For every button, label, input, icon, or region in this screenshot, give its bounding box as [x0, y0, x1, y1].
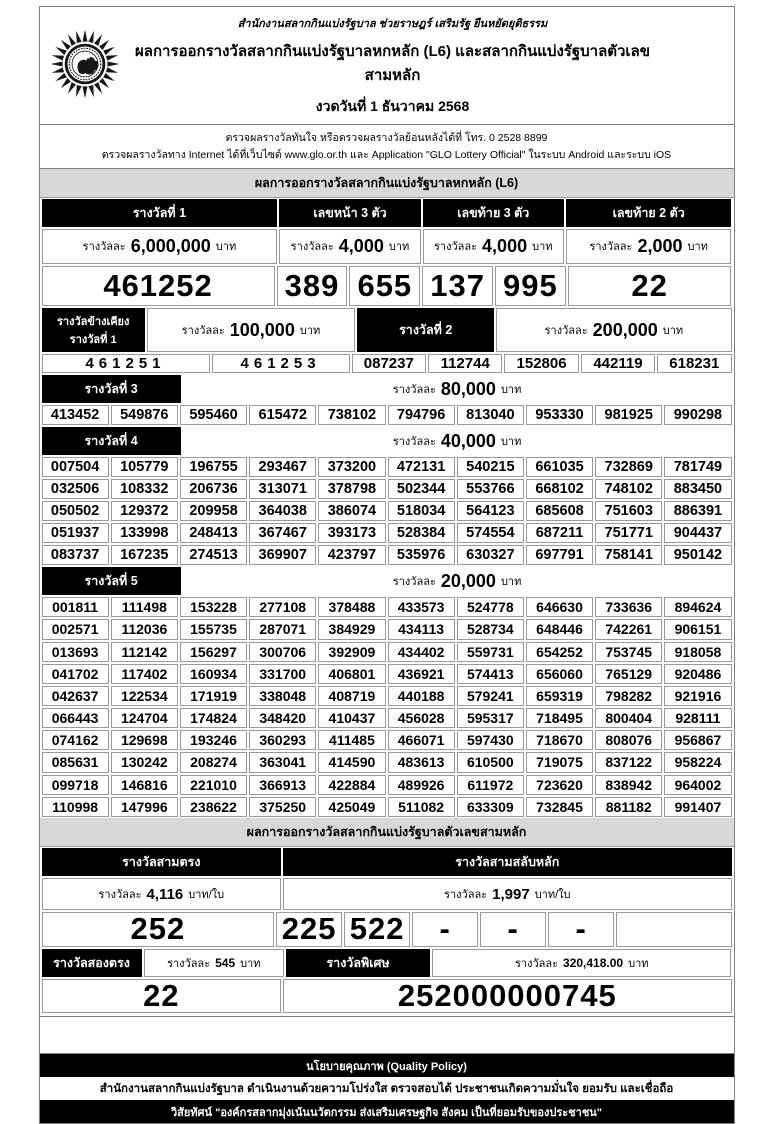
prize2-number: 442119	[581, 354, 655, 373]
number-cell: 535976	[388, 545, 455, 565]
prize2-number: 618231	[657, 354, 731, 373]
number-cell: 574413	[457, 664, 524, 684]
three-straight-number: 252	[42, 912, 275, 947]
number-cell: 002571	[42, 619, 109, 639]
3digit-amounts-row	[40, 877, 734, 911]
number-row	[42, 457, 732, 477]
number-cell: 661035	[526, 457, 593, 477]
number-cell: 384929	[318, 619, 385, 639]
number-cell: 274513	[180, 545, 247, 565]
neighbor-prize2-header-row	[40, 307, 734, 353]
number-cell: 378798	[318, 479, 385, 499]
number-cell: 718670	[526, 730, 593, 750]
number-cell: 950142	[664, 545, 731, 565]
number-cell: 813040	[457, 405, 524, 425]
number-cell: 248413	[180, 523, 247, 543]
prize4-label: รางวัลที่ 4	[42, 427, 181, 455]
prize2-number: 112744	[428, 354, 502, 373]
number-cell: 171919	[180, 686, 247, 706]
last3-number: 137	[422, 266, 493, 307]
number-cell: 611972	[457, 775, 524, 795]
number-cell: 883450	[664, 479, 731, 499]
number-row	[42, 686, 732, 706]
prize1-number: 461252	[42, 266, 275, 307]
three-permuted-number: -	[480, 912, 546, 947]
number-cell: 964002	[664, 775, 731, 795]
number-cell: 122534	[111, 686, 178, 706]
number-cell: 366913	[249, 775, 316, 795]
number-cell: 117402	[111, 664, 178, 684]
number-cell: 595317	[457, 708, 524, 728]
number-cell: 838942	[595, 775, 662, 795]
number-cell: 287071	[249, 619, 316, 639]
neighbor-number: 461253	[212, 354, 350, 373]
number-cell: 837122	[595, 752, 662, 772]
number-cell: 032506	[42, 479, 109, 499]
number-cell: 369907	[249, 545, 316, 565]
number-cell: 196755	[180, 457, 247, 477]
three-permuted-number: -	[412, 912, 478, 947]
number-row	[42, 597, 732, 617]
prize1-label: รางวัลที่ 1	[42, 199, 278, 227]
number-cell: 990298	[664, 405, 731, 425]
number-cell: 904437	[664, 523, 731, 543]
number-cell: 146816	[111, 775, 178, 795]
number-cell: 440188	[388, 686, 455, 706]
three-straight-label: รางวัลสามตรง	[42, 848, 282, 876]
number-cell: 659319	[526, 686, 593, 706]
neighbor-number: 461251	[42, 354, 210, 373]
prize1-header-row	[40, 198, 734, 228]
number-cell: 042637	[42, 686, 109, 706]
front3-label: เลขหน้า 3 ตัว	[279, 199, 420, 227]
number-cell: 422884	[318, 775, 385, 795]
three-permuted-number: -	[548, 912, 614, 947]
number-cell: 155735	[180, 619, 247, 639]
number-cell: 765129	[595, 664, 662, 684]
number-cell: 434113	[388, 619, 455, 639]
number-cell: 209958	[180, 501, 247, 521]
number-row	[42, 775, 732, 795]
number-cell: 656060	[526, 664, 593, 684]
number-cell: 718495	[526, 708, 593, 728]
number-cell: 367467	[249, 523, 316, 543]
number-cell: 489926	[388, 775, 455, 795]
check-results-info	[40, 125, 734, 169]
number-cell: 393173	[318, 523, 385, 543]
number-cell: 518034	[388, 501, 455, 521]
number-cell: 434402	[388, 642, 455, 662]
number-cell: 953330	[526, 405, 593, 425]
front3-amount: รางวัลละ 4,000 บาท	[279, 229, 420, 264]
last3-label: เลขท้าย 3 ตัว	[423, 199, 564, 227]
number-cell: 221010	[180, 775, 247, 795]
three-straight-amount: รางวัลละ 4,116 บาท/ใบ	[42, 878, 282, 910]
number-cell: 687211	[526, 523, 593, 543]
two-straight-amount: รางวัลละ 545 บาท	[144, 949, 285, 977]
number-cell: 167235	[111, 545, 178, 565]
number-cell: 277108	[249, 597, 316, 617]
number-cell: 928111	[664, 708, 731, 728]
prize1-numbers-row	[40, 265, 734, 308]
prize5-header-row	[40, 566, 734, 596]
number-cell: 129372	[111, 501, 178, 521]
3digit-labels-row	[40, 847, 734, 877]
number-cell: 733636	[595, 597, 662, 617]
number-cell: 466071	[388, 730, 455, 750]
number-cell: 918058	[664, 642, 731, 662]
number-cell: 894624	[664, 597, 731, 617]
number-cell: 160934	[180, 664, 247, 684]
number-row	[42, 752, 732, 772]
three-permuted-number-empty	[616, 912, 731, 947]
number-cell: 156297	[180, 642, 247, 662]
number-cell: 074162	[42, 730, 109, 750]
number-cell: 007504	[42, 457, 109, 477]
prize2-label: รางวัลที่ 2	[357, 308, 494, 352]
last3-number: 995	[495, 266, 566, 307]
vision-statement: วิสัยทัศน์ "องค์กรสลากมุ่งเน้นนวัตกรรม ส่งเสริมเศรษฐกิจ สังคม เป็นที่ยอมรับของประชาชน"	[40, 1100, 734, 1123]
number-cell: 758141	[595, 545, 662, 565]
last2-amount: รางวัลละ 2,000 บาท	[566, 229, 732, 264]
number-cell: 615472	[249, 405, 316, 425]
two-straight-special-numbers-row	[40, 978, 734, 1015]
prize5-label: รางวัลที่ 5	[42, 567, 181, 595]
number-cell: 654252	[526, 642, 593, 662]
number-cell: 540215	[457, 457, 524, 477]
number-cell: 732869	[595, 457, 662, 477]
prize3-label: รางวัลที่ 3	[42, 375, 181, 403]
special-prize-label: รางวัลพิเศษ	[286, 949, 430, 977]
number-cell: 595460	[180, 405, 247, 425]
two-straight-label: รางวัลสองตรง	[42, 949, 142, 977]
number-cell: 406801	[318, 664, 385, 684]
number-cell: 111498	[111, 597, 178, 617]
number-cell: 579241	[457, 686, 524, 706]
number-cell: 808076	[595, 730, 662, 750]
number-cell: 363041	[249, 752, 316, 772]
number-cell: 300706	[249, 642, 316, 662]
number-row	[42, 479, 732, 499]
number-cell: 066443	[42, 708, 109, 728]
number-cell: 723620	[526, 775, 593, 795]
number-cell: 633309	[457, 797, 524, 817]
government-lottery-office-emblem-icon	[50, 29, 122, 104]
special-prize-amount: รางวัลละ 320,418.00 บาท	[432, 949, 731, 977]
number-row	[42, 708, 732, 728]
info-line-phone: ตรวจผลรางวัลทันใจ หรือตรวจผลรางวัลย้อนหลังได้ที่ โทร. 0 2528 8899	[225, 132, 548, 144]
number-row	[42, 523, 732, 543]
draw-date: งวดวันที่ 1 ธันวาคม 2568	[315, 98, 470, 114]
number-cell: 574554	[457, 523, 524, 543]
number-cell: 206736	[180, 479, 247, 499]
number-cell: 208274	[180, 752, 247, 772]
quality-policy-header: นโยบายคุณภาพ (Quality Policy)	[40, 1054, 734, 1077]
three-permuted-number: 225	[276, 912, 342, 947]
number-cell: 373200	[318, 457, 385, 477]
number-cell: 697791	[526, 545, 593, 565]
number-cell: 920486	[664, 664, 731, 684]
number-cell: 392909	[318, 642, 385, 662]
number-cell: 794796	[388, 405, 455, 425]
number-cell: 129698	[111, 730, 178, 750]
number-cell: 105779	[111, 457, 178, 477]
number-cell: 528384	[388, 523, 455, 543]
two-straight-special-labels-row	[40, 948, 734, 978]
number-cell: 112036	[111, 619, 178, 639]
number-cell: 436921	[388, 664, 455, 684]
number-cell: 781749	[664, 457, 731, 477]
3digit-numbers-row	[40, 911, 734, 948]
page-header	[40, 7, 734, 125]
number-row	[42, 501, 732, 521]
neighbor-prize2-numbers-row	[40, 353, 734, 374]
blank-area	[40, 1016, 734, 1054]
section-header-l6: ผลการออกรางวัลสลากกินแบ่งรัฐบาลหกหลัก (L6)	[40, 169, 734, 198]
prize4-amount: รางวัลละ 40,000 บาท	[392, 430, 522, 451]
number-cell: 331700	[249, 664, 316, 684]
number-cell: 001811	[42, 597, 109, 617]
prize3-header-row	[40, 374, 734, 404]
number-row	[42, 797, 732, 817]
number-cell: 112142	[111, 642, 178, 662]
front3-number: 389	[277, 266, 348, 307]
prize2-number: 152806	[504, 354, 578, 373]
number-cell: 559731	[457, 642, 524, 662]
number-cell: 410437	[318, 708, 385, 728]
neighbor-prize-label: รางวัลข้างเคียงรางวัลที่ 1	[42, 308, 145, 352]
number-row	[42, 642, 732, 662]
number-cell: 050502	[42, 501, 109, 521]
number-cell: 751771	[595, 523, 662, 543]
number-cell: 685608	[526, 501, 593, 521]
number-cell: 886391	[664, 501, 731, 521]
number-cell: 742261	[595, 619, 662, 639]
number-cell: 238622	[180, 797, 247, 817]
number-row	[42, 405, 732, 425]
number-cell: 564123	[457, 501, 524, 521]
number-cell: 433573	[388, 597, 455, 617]
section-header-3digit: ผลการออกรางวัลสลากกินแบ่งรัฐบาลตัวเลขสามหลัก	[40, 818, 734, 847]
number-cell: 472131	[388, 457, 455, 477]
number-cell: 386074	[318, 501, 385, 521]
number-cell: 364038	[249, 501, 316, 521]
number-cell: 041702	[42, 664, 109, 684]
number-cell: 085631	[42, 752, 109, 772]
number-cell: 748102	[595, 479, 662, 499]
prize3-numbers-grid	[40, 404, 734, 426]
number-cell: 147996	[111, 797, 178, 817]
prize5-amount: รางวัลละ 20,000 บาท	[392, 570, 522, 591]
prize2-number: 087237	[352, 354, 426, 373]
prize3-amount: รางวัลละ 80,000 บาท	[392, 378, 522, 399]
number-cell: 293467	[249, 457, 316, 477]
number-cell: 408719	[318, 686, 385, 706]
number-cell: 378488	[318, 597, 385, 617]
number-cell: 348420	[249, 708, 316, 728]
number-cell: 013693	[42, 642, 109, 662]
prize4-numbers-grid	[40, 456, 734, 566]
number-cell: 411485	[318, 730, 385, 750]
number-cell: 153228	[180, 597, 247, 617]
number-cell: 921916	[664, 686, 731, 706]
two-straight-number: 22	[42, 979, 282, 1014]
prize1-amount: รางวัลละ 6,000,000 บาท	[42, 229, 278, 264]
prize5-numbers-grid	[40, 596, 734, 818]
number-row	[42, 619, 732, 639]
number-cell: 800404	[595, 708, 662, 728]
number-cell: 648446	[526, 619, 593, 639]
number-cell: 083737	[42, 545, 109, 565]
number-cell: 124704	[111, 708, 178, 728]
number-cell: 597430	[457, 730, 524, 750]
number-cell: 338048	[249, 686, 316, 706]
number-cell: 798282	[595, 686, 662, 706]
number-cell: 553766	[457, 479, 524, 499]
lottery-results-page	[39, 6, 735, 1124]
number-cell: 753745	[595, 642, 662, 662]
number-row	[42, 730, 732, 750]
number-cell: 174824	[180, 708, 247, 728]
number-cell: 751603	[595, 501, 662, 521]
number-cell: 502344	[388, 479, 455, 499]
number-cell: 732845	[526, 797, 593, 817]
number-cell: 375250	[249, 797, 316, 817]
prize4-header-row	[40, 426, 734, 456]
prize1-amount-row	[40, 228, 734, 265]
quality-policy-text: สำนักงานสลากกินแบ่งรัฐบาล ดำเนินงานด้วยความโปร่งใส ตรวจสอบได้ ประชาชนเกิดความมั่นใจ ยอมรับ และเชื่อถือ	[40, 1077, 734, 1100]
number-cell: 414590	[318, 752, 385, 772]
number-cell: 549876	[111, 405, 178, 425]
number-cell: 981925	[595, 405, 662, 425]
page-title: ผลการออกรางวัลสลากกินแบ่งรัฐบาลหกหลัก (L6) และสลากกินแบ่งรัฐบาลตัวเลขสามหลัก	[134, 43, 651, 84]
number-cell: 668102	[526, 479, 593, 499]
front3-number: 655	[349, 266, 420, 307]
number-cell: 133998	[111, 523, 178, 543]
last3-amount: รางวัลละ 4,000 บาท	[423, 229, 564, 264]
number-cell: 456028	[388, 708, 455, 728]
office-motto: สำนักงานสลากกินแบ่งรัฐบาล ช่วยราษฎร์ เสริมรัฐ ยืนหยัดยุติธรรม	[237, 18, 548, 30]
number-cell: 881182	[595, 797, 662, 817]
info-line-internet: ตรวจผลรางวัลทาง Internet ได้ที่เว็บไซต์ www.glo.or.th และ Application "GLO Lottery Official" ในระบบ Android และระบบ iOS	[101, 148, 672, 161]
number-cell: 991407	[664, 797, 731, 817]
number-cell: 738102	[318, 405, 385, 425]
number-cell: 483613	[388, 752, 455, 772]
number-cell: 906151	[664, 619, 731, 639]
three-permuted-label: รางวัลสามสลับหลัก	[283, 848, 731, 876]
number-row	[42, 545, 732, 565]
neighbor-prize-amount: รางวัลละ 100,000 บาท	[147, 308, 355, 352]
prize2-amount: รางวัลละ 200,000 บาท	[496, 308, 731, 352]
number-cell: 130242	[111, 752, 178, 772]
number-cell: 524778	[457, 597, 524, 617]
number-cell: 511082	[388, 797, 455, 817]
number-cell: 719075	[526, 752, 593, 772]
number-cell: 413452	[42, 405, 109, 425]
number-cell: 051937	[42, 523, 109, 543]
special-prize-number: 252000000745	[283, 979, 731, 1014]
number-cell: 423797	[318, 545, 385, 565]
header-texts	[122, 14, 724, 118]
number-row	[42, 664, 732, 684]
number-cell: 425049	[318, 797, 385, 817]
last2-label: เลขท้าย 2 ตัว	[566, 199, 732, 227]
number-cell: 630327	[457, 545, 524, 565]
number-cell: 528734	[457, 619, 524, 639]
number-cell: 360293	[249, 730, 316, 750]
number-cell: 958224	[664, 752, 731, 772]
three-permuted-amount: รางวัลละ 1,997 บาท/ใบ	[283, 878, 731, 910]
last2-number: 22	[568, 266, 732, 307]
three-permuted-number: 522	[344, 912, 410, 947]
number-cell: 610500	[457, 752, 524, 772]
number-cell: 193246	[180, 730, 247, 750]
number-cell: 313071	[249, 479, 316, 499]
number-cell: 099718	[42, 775, 109, 795]
number-cell: 110998	[42, 797, 109, 817]
number-cell: 956867	[664, 730, 731, 750]
number-cell: 108332	[111, 479, 178, 499]
number-cell: 646630	[526, 597, 593, 617]
